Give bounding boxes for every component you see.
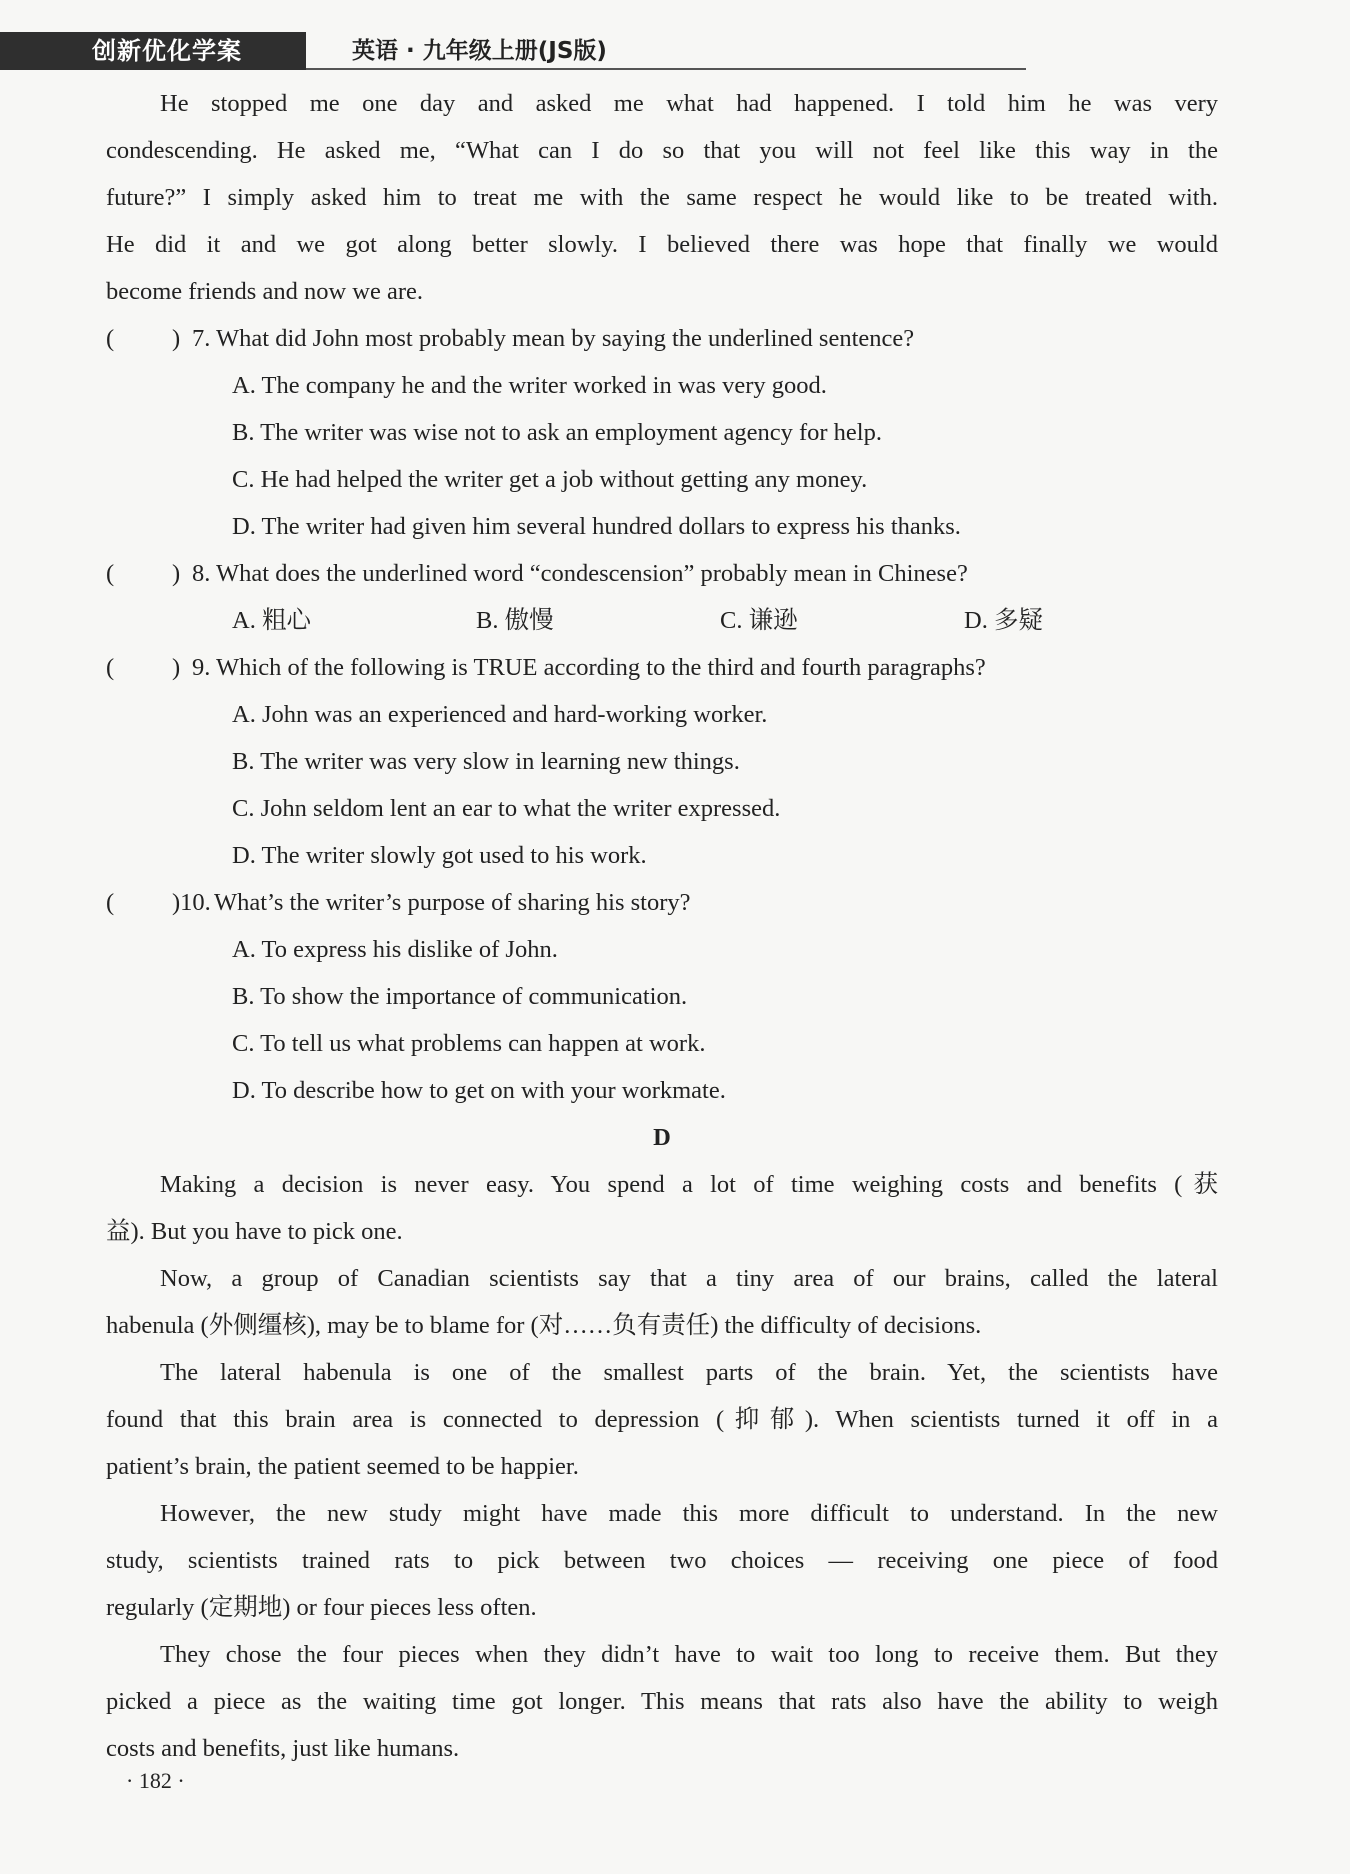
passage-line: However, the new study might have made this more difficult to understand. In the new — [160, 1500, 1218, 1527]
option: A. To express his dislike of John. — [232, 936, 558, 963]
option: C. John seldom lent an ear to what the writer expressed. — [232, 795, 781, 822]
passage-line: They chose the four pieces when they didn’t have to wait too long to receive them. But they — [160, 1641, 1218, 1668]
answer-blank-close: ) — [172, 560, 181, 587]
paragraph — [106, 1161, 1218, 1255]
option: D. The writer had given him several hundred dollars to express his thanks. — [232, 513, 961, 540]
section-heading: D — [653, 1124, 671, 1151]
paragraph — [106, 1349, 1218, 1490]
question-7 — [106, 315, 1218, 362]
book-subject: 英语 · 九年级上册(JS版) — [352, 38, 607, 64]
passage-line: study, scientists trained rats to pick between two choices — receiving one piece of food — [106, 1547, 1218, 1574]
question-8 — [106, 550, 1218, 597]
page-header — [0, 32, 1350, 72]
passage-line: habenula (外侧缰核), may be to blame for (对……负有责任) the difficulty of decisions. — [106, 1312, 982, 1339]
passage-line: patient’s brain, the patient seemed to be happier. — [106, 1453, 579, 1480]
header-divider — [306, 68, 1026, 70]
option: B. 傲慢 — [476, 607, 554, 634]
passage-line: condescending. He asked me, “What can I do so that you will not feel like this way in the — [106, 137, 1218, 164]
option: B. The writer was very slow in learning new things. — [232, 748, 740, 775]
answer-blank-open: ( — [106, 560, 115, 587]
question-stem: 8. What does the underlined word “condescension” probably mean in Chinese? — [192, 560, 968, 587]
option: B. The writer was wise not to ask an employment agency for help. — [232, 419, 882, 446]
question-9 — [106, 644, 1218, 691]
option: A. 粗心 — [232, 607, 311, 634]
passage-line: found that this brain area is connected to depression (抑郁). When scientists turned it off in a — [106, 1406, 1218, 1433]
paragraph — [106, 1255, 1218, 1349]
passage-line: Making a decision is never easy. You spend a lot of time weighing costs and benefits (获 — [160, 1171, 1218, 1198]
option: C. He had helped the writer get a job without getting any money. — [232, 466, 868, 493]
passage-line: picked a piece as the waiting time got longer. This means that rats also have the ability to weigh — [106, 1688, 1218, 1715]
option: D. The writer slowly got used to his work. — [232, 842, 647, 869]
paragraph — [106, 1631, 1218, 1772]
question-10 — [106, 879, 1218, 926]
page-number: · 182 · — [126, 1768, 185, 1793]
answer-blank-close: ) — [172, 325, 181, 352]
passage-line: become friends and now we are. — [106, 278, 424, 305]
passage-line: costs and benefits, just like humans. — [106, 1735, 460, 1762]
answer-blank-open: ( — [106, 889, 115, 916]
answer-blank-open: ( — [106, 325, 115, 352]
passage-line: future?” I simply asked him to treat me with the same respect he would like to be treated with. — [106, 184, 1218, 211]
option: D. 多疑 — [964, 607, 1043, 634]
passage-line: 益). But you have to pick one. — [106, 1218, 403, 1245]
passage-line: regularly (定期地) or four pieces less often. — [106, 1594, 537, 1621]
series-brand: 创新优化学案 — [0, 32, 306, 70]
paragraph — [106, 1490, 1218, 1631]
passage-line: He stopped me one day and asked me what had happened. I told him he was very — [160, 90, 1218, 117]
answer-blank-close: ) — [172, 654, 181, 681]
answer-blank-open: ( — [106, 654, 115, 681]
question-stem: 9. Which of the following is TRUE according to the third and fourth paragraphs? — [192, 654, 986, 681]
option: B. To show the importance of communication. — [232, 983, 688, 1010]
option: A. John was an experienced and hard-working worker. — [232, 701, 768, 728]
question-stem: What’s the writer’s purpose of sharing his story? — [214, 889, 691, 916]
passage-line: Now, a group of Canadian scientists say that a tiny area of our brains, called the lateral — [160, 1265, 1218, 1292]
passage-line: The lateral habenula is one of the smallest parts of the brain. Yet, the scientists have — [160, 1359, 1218, 1386]
option: C. To tell us what problems can happen at work. — [232, 1030, 706, 1057]
option: A. The company he and the writer worked in was very good. — [232, 372, 827, 399]
option: C. 谦逊 — [720, 607, 798, 634]
option-row — [106, 597, 1218, 644]
passage-line: He did it and we got along better slowly. I believed there was hope that finally we would — [106, 231, 1218, 258]
passage-c-ending — [106, 80, 1218, 1772]
option: D. To describe how to get on with your workmate. — [232, 1077, 726, 1104]
question-stem: 7. What did John most probably mean by saying the underlined sentence? — [192, 325, 915, 352]
answer-blank-close: )10. — [172, 889, 211, 916]
